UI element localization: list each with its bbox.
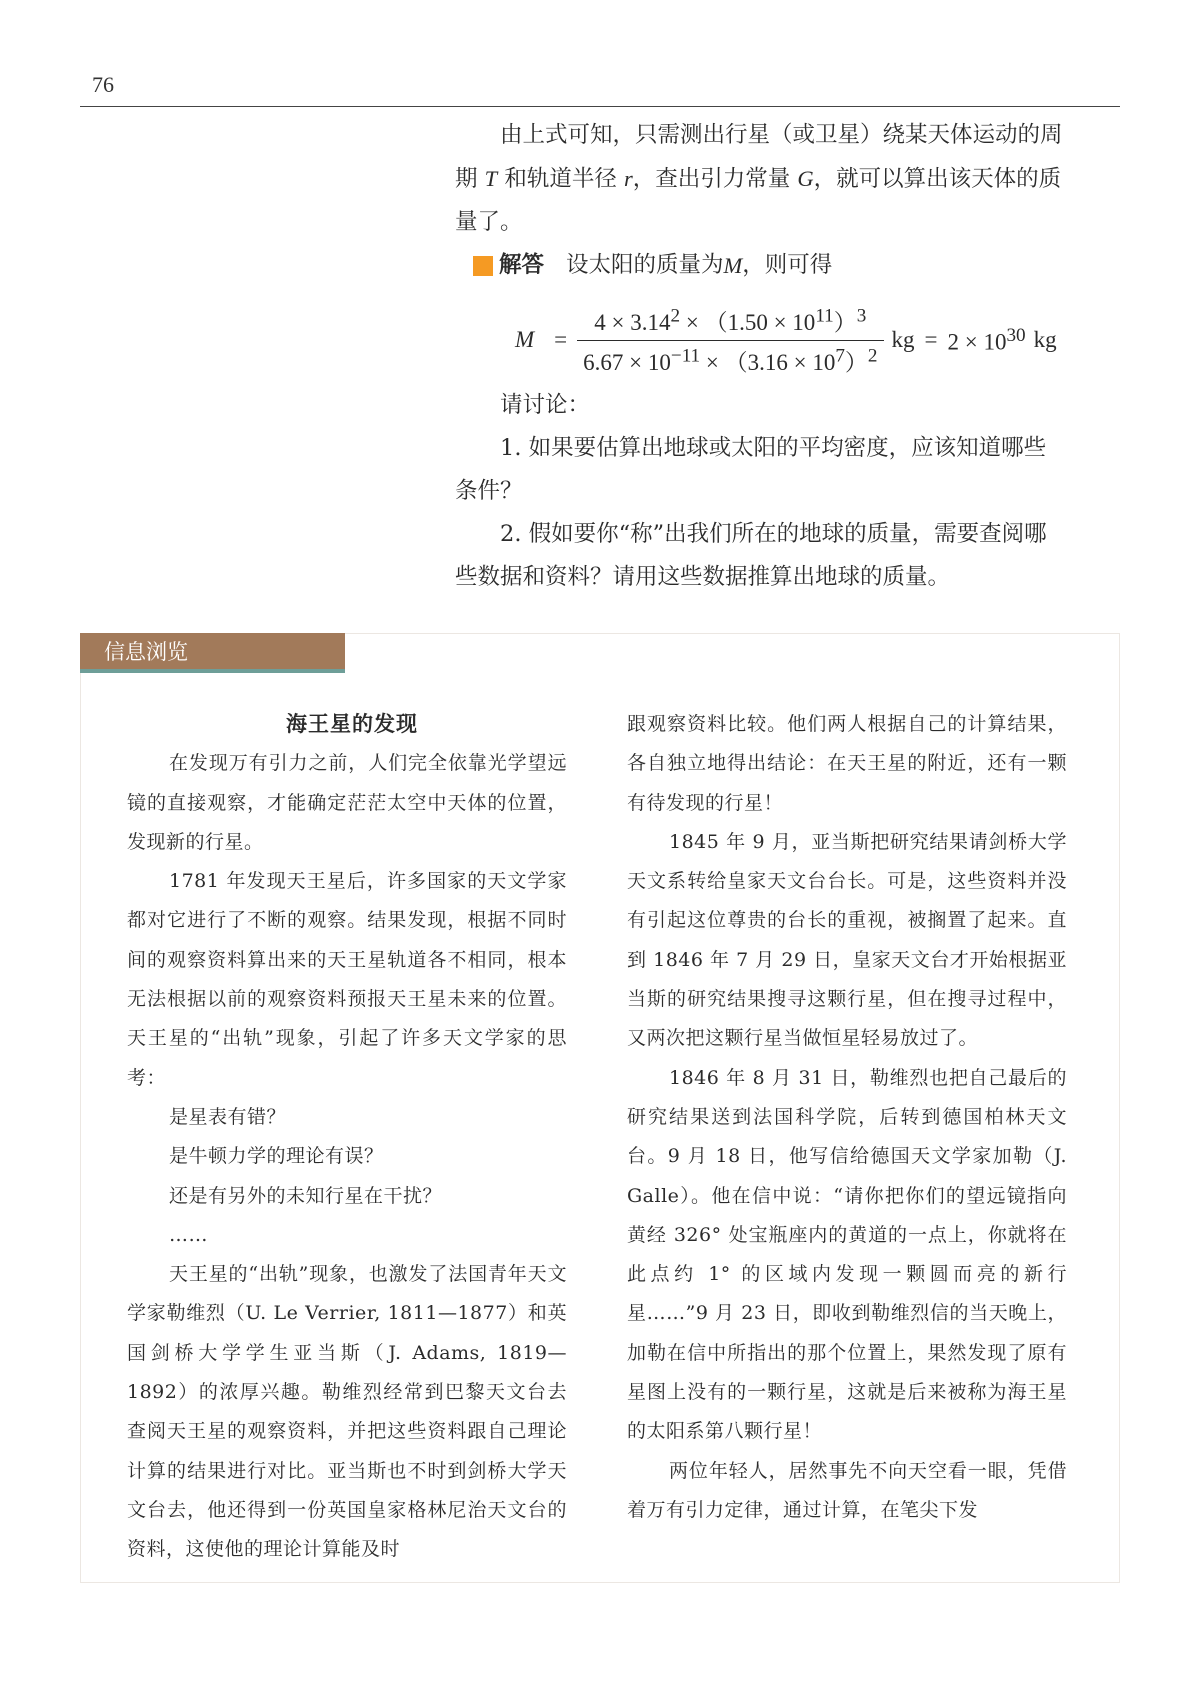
article-right-column	[627, 705, 1067, 1530]
discussion-q2-line2: 些数据和资料？请用这些数据推算出地球的质量。	[455, 564, 951, 590]
right-paragraph-1: 跟观察资料比较。他们两人根据自己的计算结果，各自独立地得出结论：在天王星的附近，还有一颗有待发现的行星！	[627, 713, 1067, 814]
answer-label: 解答	[499, 252, 545, 278]
mass-formula: M = $\frac{4 \times 3.14^2 \times (1.50 \times 10^{11})^3}{6.67 \times 10^{-11} \times (3.16 \times 10^7)^2}$ kg = $2 \times 10^{30}$ kg	[515, 304, 1057, 375]
formula-result: $2 \times 10^{30}$	[947, 324, 1026, 355]
info-browse-tab: 信息浏览	[80, 633, 345, 673]
question-item: 是星表有错？	[169, 1105, 287, 1128]
formula-fraction	[577, 304, 883, 377]
question-item: 还是有另外的未知行星在干扰？	[169, 1184, 443, 1207]
intro-line-1: 由上式可知，只需测出行星（或卫星）绕某天体运动的周	[500, 122, 1063, 148]
right-paragraph-3: 1846 年 8 月 31 日，勒维烈也把自己最后的研究结果送到法国科学院，后转到德国柏林天文台。9 月 18 日，他写信给德国天文学家加勒（J. Galle）。他在信中说：“请你把你们的望远镜指向黄经 326° 处宝瓶座内的黄道的一点上，你就将在此点约 1° 的区域内发现一颗圆而亮的新行星……”9 月 23 日，即收到勒维烈信的当天晚上，加勒在信中所指出的那个位置上，果然发现了原有星图上没有的一颗行星，这就是后来被称为海王星的太阳系第八颗行星！	[627, 1066, 1067, 1443]
question-item: 是牛顿力学的理论有误？	[169, 1145, 384, 1168]
answer-line: 解答 设太阳的质量为 M ，则可得	[455, 244, 1120, 287]
right-paragraph-4: 两位年轻人，居然事先不向天空看一眼，凭借着万有引力定律，通过计算，在笔尖下发	[627, 1459, 1067, 1521]
right-paragraph-2: 1845 年 9 月，亚当斯把研究结果请剑桥大学天文系转给皇家天文台台长。可是，这些资料并没有引起这位尊贵的台长的重视，被搁置了起来。直到 1846 年 7 月 29 日，皇家天文台才开始根据亚当斯的研究结果搜寻这颗行星，但在搜寻过程中，又两次把这颗行星当做恒星轻易放过了。	[627, 830, 1067, 1050]
formula-denominator: $6.67 \times 10^{-11} \times (3.16 \times 10^7)^2$	[577, 340, 883, 377]
intro-line-3: 量了。	[455, 209, 523, 235]
discussion	[455, 384, 1120, 599]
left-paragraph-3: 天王星的“出轨”现象，也激发了法国青年天文学家勒维烈（U. Le Verrier, 1811—1877）和英国剑桥大学学生亚当斯（J. Adams, 1819—1892）的浓厚兴趣。勒维烈经常到巴黎天文台去查阅天王星的观察资料，并把这些资料跟自己理论计算的结果进行对比。亚当斯也不时到剑桥大学天文台去，他还得到一份英国皇家格林尼治天文台的资料，这使他的理论计算能及时	[127, 1263, 567, 1561]
discussion-q2-line1: 2. 假如要你“称”出我们所在的地球的质量，需要查阅哪	[500, 521, 1047, 547]
header-rule	[80, 106, 1120, 107]
discussion-q1-line1: 1. 如果要估算出地球或太阳的平均密度，应该知道哪些	[500, 435, 1047, 461]
discussion-q1-line2: 条件？	[455, 478, 523, 504]
formula-numerator: $4 \times 3.14^2 \times (1.50 \times 10^{11})^3$	[594, 304, 867, 335]
left-paragraph-2: 1781 年发现天王星后，许多国家的天文学家都对它进行了不断的观察。结果发现，根据不同时间的观察资料算出来的天王星轨道各不相同，根本无法根据以前的观察资料预报天王星未来的位置。天王星的“出轨”现象，引起了许多天文学家的思考：	[127, 870, 567, 1089]
article-title: 海王星的发现	[286, 712, 418, 736]
answer-square-icon	[473, 256, 493, 276]
intro-line-2: 期 T 和轨道半径 r，查出引力常量 G，就可以算出该天体的质	[455, 166, 1062, 192]
example-solution	[455, 114, 1120, 287]
article-left-column	[127, 705, 567, 1570]
left-paragraph-1: 在发现万有引力之前，人们完全依靠光学望远镜的直接观察，才能确定茫茫太空中天体的位置，发现新的行星。	[127, 752, 567, 853]
discussion-heading: 请讨论：	[500, 392, 591, 418]
page-number: 76	[92, 72, 114, 97]
ellipsis: ……	[169, 1223, 208, 1246]
